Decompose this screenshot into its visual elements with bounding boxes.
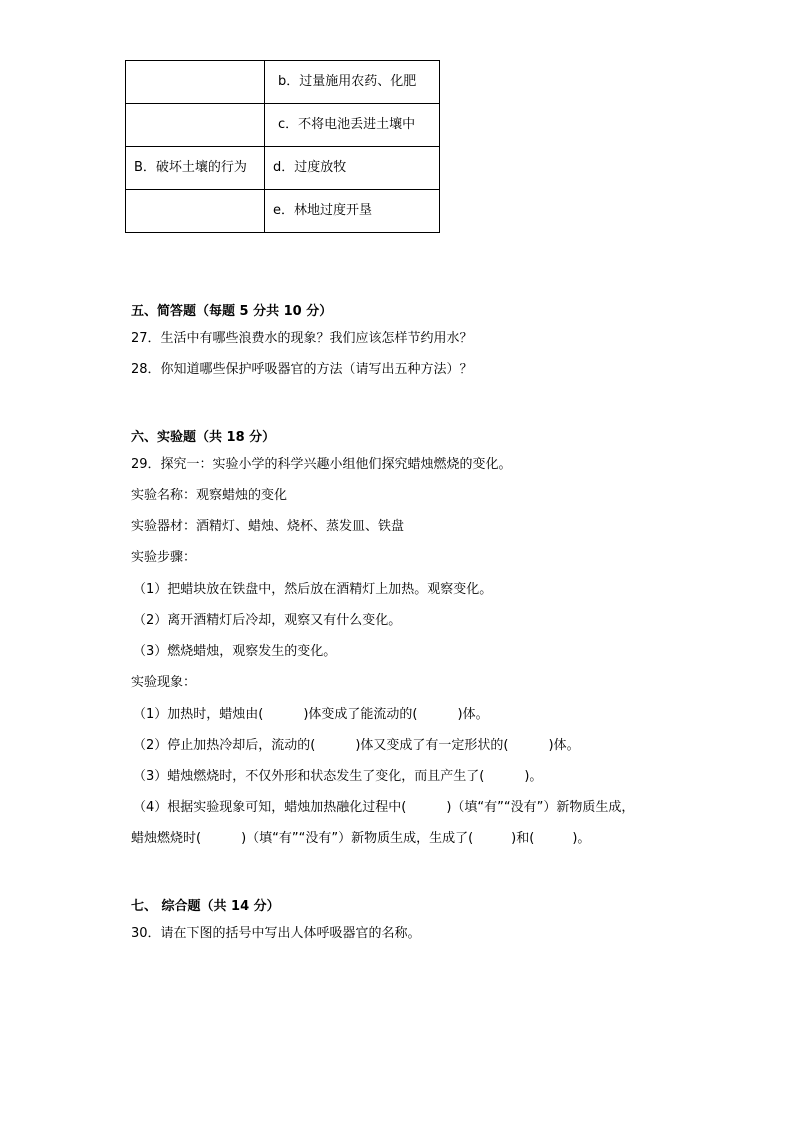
phenomenon-4-continued: [131, 830, 590, 848]
phenomenon-3-text-b: )。: [524, 769, 543, 784]
table-cell-right: b．过量施用农药、化肥: [265, 61, 440, 104]
section5-heading: 五、简答题（每题 5 分共 10 分）: [131, 304, 333, 319]
phenomenon-5-text-d: )。: [572, 831, 591, 846]
phenomenon-5-text-a: 蜡烛燃烧时(: [131, 831, 202, 846]
phenomenon-1-text-b: )体变成了能流动的(: [303, 707, 418, 722]
phenomenon-2: [133, 737, 580, 755]
table-row: [126, 104, 440, 147]
phenomenon-3: [133, 768, 542, 786]
table-cell-right: c．不将电池丢进土壤中: [265, 104, 440, 147]
question-30: 30．请在下图的括号中写出人体呼吸器官的名称。: [131, 926, 421, 941]
step-2: （2）离开酒精灯后冷却，观察又有什么变化。: [133, 613, 402, 628]
experiment-name: 实验名称：观察蜡烛的变化: [131, 488, 288, 503]
phenomenon-2-text-b: )体又变成了有一定形状的(: [355, 738, 509, 753]
matching-table: [125, 60, 440, 233]
table-cell-right: e．林地过度开垦: [265, 190, 440, 233]
phenomenon-5-text-b: )（填“有”“没有”）新物质生成，生成了(: [241, 831, 474, 846]
step-1: （1）把蜡块放在铁盘中，然后放在酒精灯上加热。观察变化。: [133, 582, 493, 597]
phenomenon-5-text-c: )和(: [511, 831, 535, 846]
phenomenon-1-text-a: （1）加热时，蜡烛由(: [133, 707, 264, 722]
section6-heading: 六、实验题（共 18 分）: [131, 430, 276, 445]
table-row: [126, 147, 440, 190]
phenomenon-1: [133, 706, 489, 724]
phenomenon-2-text-a: （2）停止加热冷却后，流动的(: [133, 738, 316, 753]
phenomenon-4-text-b: )（填“有”“没有”）新物质生成，: [446, 800, 635, 815]
phenomena-label: 实验现象：: [131, 675, 197, 690]
phenomenon-4: [133, 799, 634, 817]
step-3: （3）燃烧蜡烛，观察发生的变化。: [133, 644, 337, 659]
experiment-materials: 实验器材：酒精灯、蜡烛、烧杯、蒸发皿、铁盘: [131, 519, 405, 534]
phenomenon-2-text-c: )体。: [548, 738, 580, 753]
table-cell-left: [126, 104, 265, 147]
table-cell-left: B．破坏土壤的行为: [126, 147, 265, 190]
table-row: [126, 61, 440, 104]
section7-heading: 七、 综合题（共 14 分）: [131, 899, 280, 914]
question-28: 28．你知道哪些保护呼吸器官的方法（请写出五种方法）？: [131, 362, 473, 377]
table-row: [126, 190, 440, 233]
steps-label: 实验步骤：: [131, 550, 197, 565]
phenomenon-3-text-a: （3）蜡烛燃烧时，不仅外形和状态发生了变化，而且产生了(: [133, 769, 485, 784]
question-29: 29．探究一：实验小学的科学兴趣小组他们探究蜡烛燃烧的变化。: [131, 457, 512, 472]
phenomenon-4-text-a: （4）根据实验现象可知，蜡烛加热融化过程中(: [133, 800, 407, 815]
table-cell-left: [126, 61, 265, 104]
question-27: 27．生活中有哪些浪费水的现象？我们应该怎样节约用水？: [131, 331, 473, 346]
table-cell-left: [126, 190, 265, 233]
table-cell-right: d．过度放牧: [265, 147, 440, 190]
phenomenon-1-text-c: )体。: [457, 707, 489, 722]
